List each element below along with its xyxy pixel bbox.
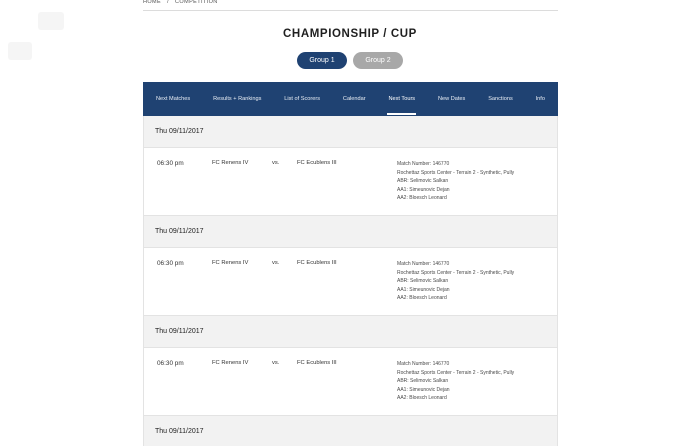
away-team: FC Ecublens III bbox=[297, 360, 337, 366]
assistant-aa2: AA2: Bloesch Leonard bbox=[397, 195, 447, 202]
tab-results-rankings[interactable]: Results + Rankings bbox=[213, 96, 262, 102]
date-header: Thu 09/11/2017 bbox=[144, 216, 557, 248]
match-details bbox=[397, 260, 514, 303]
versus-label: vs. bbox=[272, 360, 280, 366]
page-title: CHAMPIONSHIP / CUP bbox=[283, 28, 417, 40]
referee-abr: ABR: Selimovic Salkan bbox=[397, 278, 449, 285]
match-number: Match Number: 146770 bbox=[397, 361, 450, 367]
group-1-button[interactable]: Group 1 bbox=[297, 52, 347, 69]
breadcrumb-home-link[interactable]: HOME bbox=[143, 0, 162, 5]
tab-sanctions[interactable]: Sanctions bbox=[488, 96, 513, 102]
match-row[interactable] bbox=[144, 148, 557, 216]
referee-abr: ABR: Selimovic Salkan bbox=[397, 178, 449, 185]
date-header: Thu 09/11/2017 bbox=[144, 316, 557, 348]
match-details bbox=[397, 160, 514, 203]
date-header: Thu 09/11/2017 bbox=[144, 116, 557, 148]
match-row[interactable] bbox=[144, 348, 557, 416]
away-team: FC Ecublens III bbox=[297, 260, 337, 266]
tab-info[interactable]: Info bbox=[535, 96, 545, 102]
tab-new-dates[interactable]: New Dates bbox=[437, 96, 466, 102]
away-team: FC Ecublens III bbox=[297, 160, 337, 166]
versus-label: vs. bbox=[272, 160, 280, 166]
assistant-aa1: AA1: Simeunovic Dejan bbox=[397, 286, 450, 293]
tab-list-of-scorers[interactable]: List of Scorers bbox=[284, 96, 321, 102]
assistant-aa1: AA1: Simeunovic Dejan bbox=[397, 386, 450, 393]
match-venue: Rochettaz Sports Center - Terrain 2 - Synthetic, Pully bbox=[397, 269, 515, 276]
match-number: Match Number: 146770 bbox=[397, 161, 450, 167]
tab-bar bbox=[143, 82, 558, 116]
match-time: 06:30 pm bbox=[157, 260, 184, 267]
home-team: FC Renens IV bbox=[212, 160, 249, 166]
match-venue: Rochettaz Sports Center - Terrain 2 - Synthetic, Pully bbox=[397, 369, 515, 376]
date-header: Thu 09/11/2017 bbox=[144, 416, 557, 446]
versus-label: vs. bbox=[272, 260, 280, 266]
assistant-aa1: AA1: Simeunovic Dejan bbox=[397, 186, 450, 193]
referee-abr: ABR: Selimovic Salkan bbox=[397, 378, 449, 385]
match-details bbox=[397, 360, 514, 403]
match-row[interactable] bbox=[144, 248, 557, 316]
assistant-aa2: AA2: Bloesch Leonard bbox=[397, 395, 447, 402]
breadcrumb-current: COMPETITION bbox=[175, 0, 218, 5]
match-list bbox=[143, 116, 558, 446]
match-number: Match Number: 146770 bbox=[397, 261, 450, 267]
match-time: 06:30 pm bbox=[157, 360, 184, 367]
assistant-aa2: AA2: Bloesch Leonard bbox=[397, 295, 447, 302]
group-2-button[interactable]: Group 2 bbox=[353, 52, 403, 69]
group-selector bbox=[0, 52, 700, 69]
breadcrumb-separator: / bbox=[167, 0, 170, 5]
tab-next-tours[interactable]: Next Tours bbox=[388, 82, 415, 116]
tab-calendar[interactable]: Calendar bbox=[342, 96, 366, 102]
home-team: FC Renens IV bbox=[212, 360, 249, 366]
breadcrumb bbox=[143, 0, 558, 11]
match-venue: Rochettaz Sports Center - Terrain 2 - Synthetic, Pully bbox=[397, 169, 515, 176]
tab-next-matches[interactable]: Next Matches bbox=[156, 96, 191, 102]
home-team: FC Renens IV bbox=[212, 260, 249, 266]
match-time: 06:30 pm bbox=[157, 160, 184, 167]
